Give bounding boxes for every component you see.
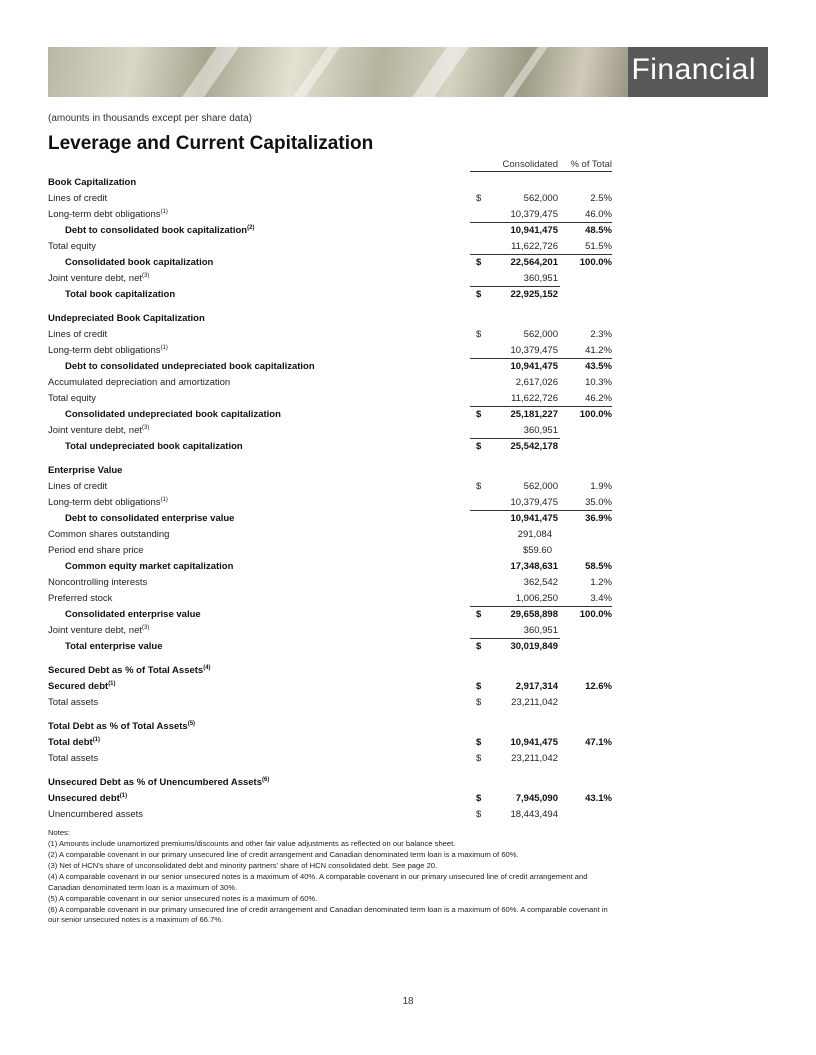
table-row: Long-term debt obligations$^{(1)}$ 10,379,475 41.2% — [48, 344, 612, 356]
table-row: Lines of credit $ 562,000 2.5% — [48, 193, 612, 204]
table-row: Unsecured debt$^{(1)}$ $ 7,945,090 43.1% — [48, 792, 612, 804]
footnote-1: (1) Amounts include unamortized premiums/discounts and other fair value adjustments as reflected on our balance sheet. — [48, 839, 456, 849]
section-title-enterprise-value: Enterprise Value — [48, 465, 123, 476]
section-title-book: Book Capitalization — [48, 177, 137, 188]
table-row: Consolidated book capitalization $ 22,564,201 100.0% — [65, 257, 612, 268]
table-row: Long-term debt obligations$^{(1)}$ 10,379,475 35.0% — [48, 496, 612, 508]
section-title-total-debt: Total Debt as % of Total Assets$^{(5)}$ — [48, 720, 196, 732]
table-row: Period end share price $59.60 — [48, 545, 552, 556]
column-header-consolidated: Consolidated — [502, 159, 558, 170]
header-banner — [48, 47, 768, 97]
section-title-undepreciated: Undepreciated Book Capitalization — [48, 313, 205, 324]
table-row: Total enterprise value $ 30,019,849 — [65, 641, 558, 652]
page-number: 18 — [402, 996, 414, 1007]
table-row: Total equity 11,622,726 46.2% — [48, 393, 612, 404]
table-row: Lines of credit $ 562,000 1.9% — [48, 481, 612, 492]
footnote-6: (6) A comparable covenant in our primary unsecured line of credit arrangement and Canadian denominated term loan is a maximum of 60%. A comparable covenant in our senior unsecured notes is a maximum of 66.7%. — [48, 904, 608, 925]
footnote-2: (2) A comparable covenant in our primary unsecured line of credit arrangement and Canadian denominated term loan is a maximum of 60%. — [48, 850, 519, 860]
section-title-unsecured: Unsecured Debt as % of Unencumbered Assets$^{(6)}$ — [48, 776, 270, 788]
notes-title: Notes: — [48, 828, 70, 837]
table-row: Unencumbered assets $ 18,443,494 — [48, 809, 558, 820]
table-row: Total assets $ 23,211,042 — [48, 697, 558, 708]
table-row: Debt to consolidated enterprise value 10,941,475 36.9% — [65, 513, 612, 524]
amounts-note: (amounts in thousands except per share data) — [48, 113, 253, 124]
table-row: Joint venture debt, net$^{(3)}$ 360,951 — [48, 272, 558, 284]
footnote-5: (5) A comparable covenant in our senior unsecured notes is a maximum of 60%. — [48, 893, 318, 903]
table-row: Preferred stock 1,006,250 3.4% — [48, 593, 612, 604]
header-rule — [470, 171, 612, 172]
banner-title: Financial — [631, 53, 756, 86]
table-row: Common equity market capitalization 17,348,631 58.5% — [65, 561, 612, 572]
table-row: Lines of credit $ 562,000 2.3% — [48, 329, 612, 340]
section-title-secured: Secured Debt as % of Total Assets$^{(4)}$ — [48, 664, 211, 676]
table-row: Debt to consolidated undepreciated book capitalization 10,941,475 43.5% — [65, 361, 612, 372]
table-row: Total undepreciated book capitalization $ 25,542,178 — [65, 441, 558, 452]
table-row: Joint venture debt, net$^{(3)}$ 360,951 — [48, 624, 558, 636]
table-row: Common shares outstanding 291,084 — [48, 529, 552, 540]
table-row: Total assets $ 23,211,042 — [48, 753, 558, 764]
footnotes — [48, 828, 613, 926]
column-header-pct-total: % of Total — [570, 159, 612, 170]
page-title: Leverage and Current Capitalization — [48, 133, 374, 154]
table-row: Total debt$^{(1)}$ $ 10,941,475 47.1% — [48, 736, 612, 748]
table-row: Total book capitalization $ 22,925,152 — [65, 289, 558, 300]
table-row: Long-term debt obligations$^{(1)}$ 10,379,475 46.0% — [48, 208, 612, 220]
table-row: Consolidated enterprise value $ 29,658,898 100.0% — [65, 609, 612, 620]
table-row: Noncontrolling interests 362,542 1.2% — [48, 577, 612, 588]
table-row: Debt to consolidated book capitalization$^{(2)}$ 10,941,475 48.5% — [65, 224, 612, 236]
table-row: Accumulated depreciation and amortization 2,617,026 10.3% — [48, 377, 612, 388]
footnote-4: (4) A comparable covenant in our senior unsecured notes is a maximum of 40%. A comparable covenant in our primary unsecured line of credit arrangement and Canadian denominated term loan is a maximum of 30%. — [48, 872, 588, 892]
table-row: Total equity 11,622,726 51.5% — [48, 241, 612, 252]
footnote-3: (3) Net of HCN's share of unconsolidated debt and minority partners' share of HCN consolidated debt. See page 20. — [48, 861, 438, 871]
table-row: Consolidated undepreciated book capitalization $ 25,181,227 100.0% — [65, 409, 612, 420]
table-row: Joint venture debt, net$^{(3)}$ 360,951 — [48, 424, 558, 436]
table-row: Secured debt$^{(1)}$ $ 2,917,314 12.6% — [48, 680, 612, 692]
